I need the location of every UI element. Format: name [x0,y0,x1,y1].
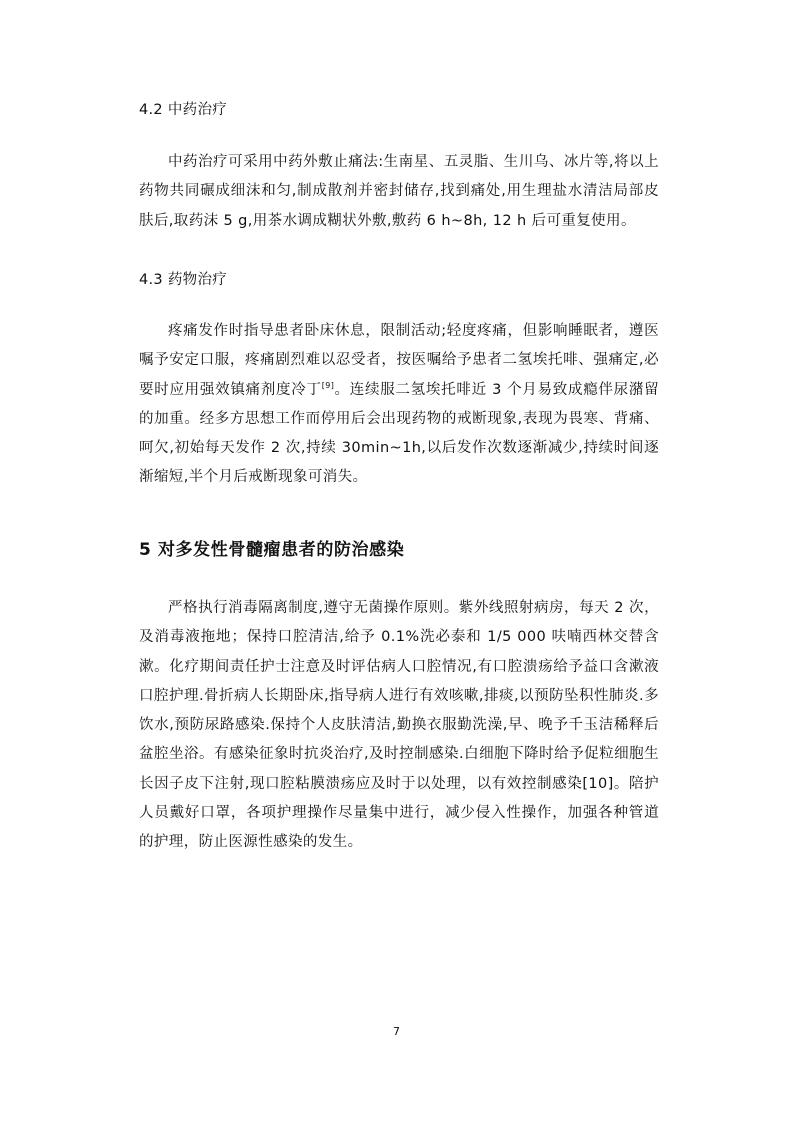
section-4-3-text-part1: 疼痛发作时指导患者卧床休息，限制活动;轻度疼痛，但影响睡眠者，遵医嘱予安定口服，疼痛剧烈难以忍受者，按医嘱给予患者二氢埃托啡、强痛定,必要时应用强效镇痛剂度冷丁 [139,323,659,398]
section-4-3-text-part2: 。连续服二氢埃托啡近 3 个月易致成瘾伴尿潴留的加重。经多方思想工作而停用后会出现药物的戒断现象,表现为畏寒、背痛、呵欠,初始每天发作 2 次,持续 30min~1h,以后发作次数逐渐减少,持续时间逐渐缩短,半个月后戒断现象可消失。 [139,381,659,486]
section-4-3-heading: 4.3 药物治疗 [139,272,228,288]
section-4-3-paragraph [139,317,659,493]
section-5-heading: 5 对多发性骨髓瘤患者的防治感染 [139,540,405,560]
section-4-2-paragraph: 中药治疗可采用中药外敷止痛法:生南星、五灵脂、生川乌、冰片等,将以上药物共同碾成细沫和匀,制成散剂并密封储存,找到痛处,用生理盐水清洁局部皮肤后,取药沫 5 g,用茶水调成糊状外敷,敷药 6 h~8h, 12 h 后可重复使用。 [139,154,659,229]
section-4-2-heading: 4.2 中药治疗 [139,102,228,118]
citation-ref-9: [9] [321,380,335,390]
page-number: 7 [393,1025,400,1038]
section-5-paragraph: 严格执行消毒隔离制度,遵守无菌操作原则。紫外线照射病房，每天 2 次，及消毒液拖地；保持口腔清洁,给予 0.1%洗必泰和 1/5 000 呋喃西林交替含漱。化疗期间责任护士注意及时评估病人口腔情况,有口腔溃疡给予益口含漱液口腔护理.骨折病人长期卧床,指导病人进行有效咳嗽,排痰,以预防坠积性肺炎.多饮水,预防尿路感染.保持个人皮肤清洁,勤换衣服勤洗澡,早、晚予千玉洁稀释后盆腔坐浴。有感染征象时抗炎治疗,及时控制感染.白细胞下降时给予促粒细胞生长因子皮下注射,现口腔粘膜溃疡应及时于以处理，以有效控制感染[10]。陪护人员戴好口罩，各项护理操作尽量集中进行，减少侵入性操作，加强各种管道的护理，防止医源性感染的发生。 [139,600,659,851]
